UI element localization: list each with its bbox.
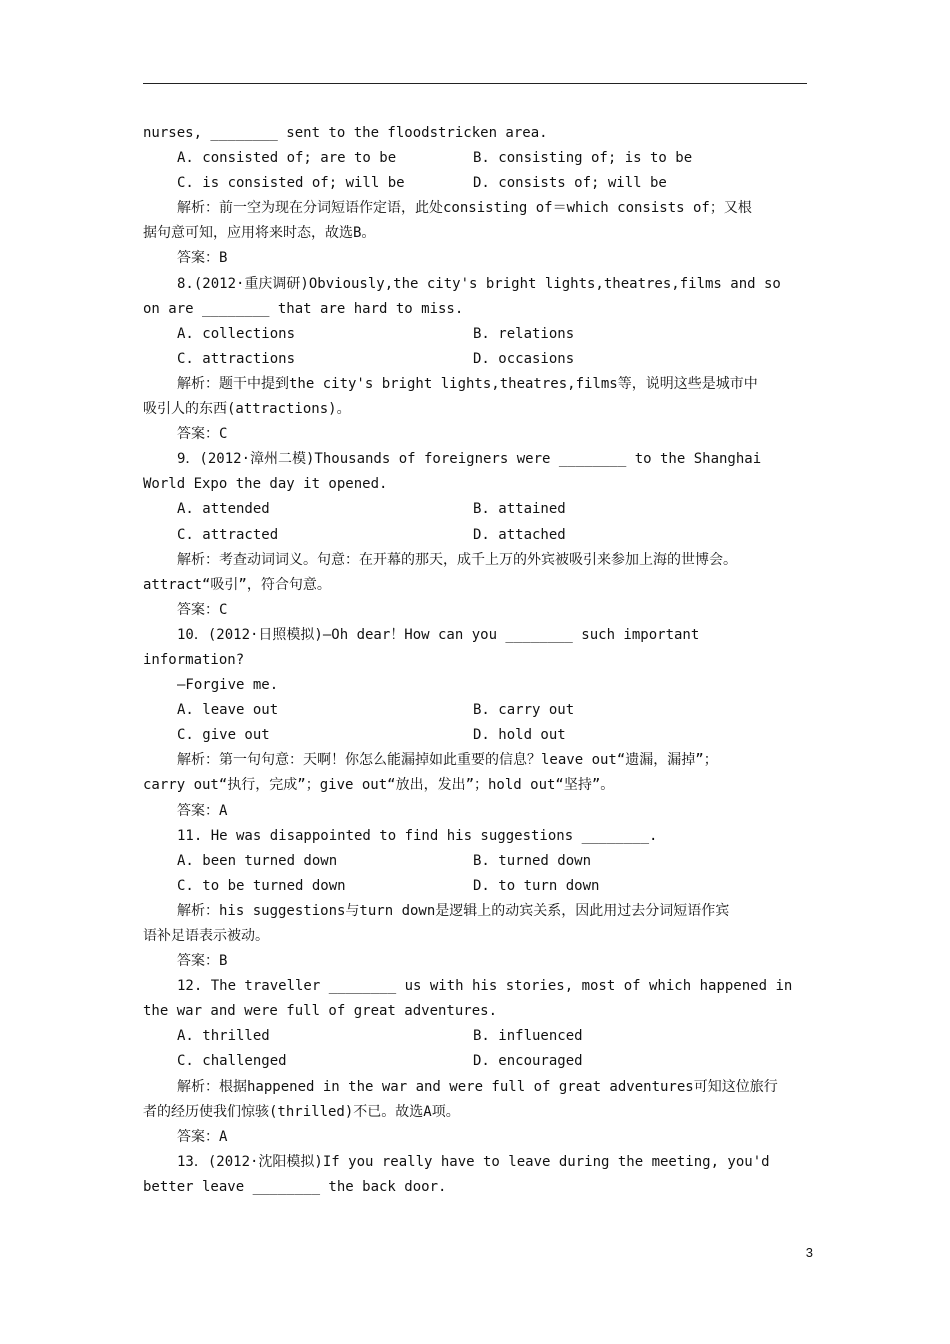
answer-options-row [143,723,807,748]
answer-options-row [143,874,807,899]
answer-options-row [143,849,807,874]
answer-options-row [143,347,807,372]
option-right: D. hold out [473,727,566,744]
paragraph-first-line: 解析：题干中提到the city's bright lights,theatres,films等，说明这些是城市中 [177,375,758,392]
answer-options-row [143,497,807,522]
answer-options-row [143,171,807,196]
option-left: C. give out [177,727,270,744]
paragraph-first-line: 解析：his suggestions与turn down是逻辑上的动宾关系，因此用过去分词短语作宾 [177,902,730,919]
paragraph-line: information? [143,651,245,668]
option-right: B. influenced [473,1028,583,1045]
paragraph-line: the war and were full of great adventures. [143,1003,498,1020]
option-left: C. attractions [177,350,296,367]
option-right: B. turned down [473,852,592,869]
paragraph-first-line: —Forgive me. [177,677,279,694]
paragraph-first-line: 解析：第一句句意：天啊！你怎么能漏掉如此重要的信息？leave out“遗漏，漏掉”； [177,752,718,769]
option-left: A. consisted of; are to be [177,150,397,167]
option-left: C. is consisted of; will be [177,175,405,192]
paragraph-first-line: 解析：根据happened in the war and were full of great adventures可知这位旅行 [177,1078,778,1095]
option-left: A. leave out [177,702,279,719]
paragraph-line: 吸引人的东西(attractions)。 [143,401,351,418]
paragraph-first-line: 答案：A [177,1128,228,1145]
paragraph-first-line: 答案：B [177,953,228,970]
paragraph-first-line: 解析：考查动词词义。句意：在开幕的那天，成千上万的外宾被吸引来参加上海的世博会。 [177,551,737,568]
paragraph-line: attract“吸引”，符合句意。 [143,576,331,593]
option-right: D. attached [473,526,566,543]
option-right: D. consists of; will be [473,175,667,192]
paragraph-line: World Expo the day it opened. [143,476,388,493]
paragraph-first-line: 13．(2012·沈阳模拟)If you really have to leave during the meeting, you'd [177,1153,770,1170]
option-right: B. carry out [473,702,575,719]
paragraph-line: 者的经历使我们惊骇(thrilled)不已。故选A项。 [143,1103,460,1120]
paragraph-first-line: 答案：C [177,426,228,443]
option-left: C. to be turned down [177,877,346,894]
paragraph-first-line: 10．(2012·日照模拟)—Oh dear！How can you ________ such important [177,626,700,643]
option-left: A. been turned down [177,852,338,869]
option-left: A. collections [177,325,296,342]
option-left: A. attended [177,501,270,518]
answer-options-row [143,146,807,171]
option-left: A. thrilled [177,1028,270,1045]
paragraph-line: better leave ________ the back door. [143,1178,447,1195]
paragraph-first-line: 答案：A [177,802,228,819]
option-right: D. occasions [473,350,575,367]
option-right: B. relations [473,325,575,342]
paragraph-first-line: 8.(2012·重庆调研)Obviously,the city's bright lights,theatres,films and so [177,275,781,292]
paragraph-first-line: 9．(2012·漳州二模)Thousands of foreigners were ________ to the Shanghai [177,451,762,468]
answer-options-row [143,1049,807,1074]
answer-options-row [143,523,807,548]
answer-options-row [143,322,807,347]
paragraph-first-line: 答案：B [177,250,228,267]
paragraph-first-line: 12. The traveller ________ us with his stories, most of which happened in [177,978,793,995]
answer-options-row [143,698,807,723]
paragraph-line: nurses, ________ sent to the floodstricken area. [143,125,548,141]
paragraph-line: 据句意可知，应用将来时态，故选B。 [143,225,376,242]
paragraph-line: carry out“执行，完成”；give out“放出，发出”；hold out“坚持”。 [143,777,615,794]
option-left: C. attracted [177,526,279,543]
paragraph-first-line: 解析：前一空为现在分词短语作定语，此处consisting of＝which consists of；又根 [177,200,752,217]
option-right: B. consisting of; is to be [473,150,693,167]
header-rule [143,83,807,84]
paragraph-line: 语补足语表示被动。 [143,928,269,944]
paragraph-first-line: 11. He was disappointed to find his suggestions ________. [177,827,658,844]
answer-options-row [143,1024,807,1049]
paragraph-line: on are ________ that are hard to miss. [143,300,464,317]
option-right: D. to turn down [473,877,600,894]
option-right: D. encouraged [473,1053,583,1070]
document-body [143,121,807,1200]
option-left: C. challenged [177,1053,287,1070]
page-number: 3 [805,1245,813,1260]
paragraph-first-line: 答案：C [177,601,228,618]
option-right: B. attained [473,501,566,518]
